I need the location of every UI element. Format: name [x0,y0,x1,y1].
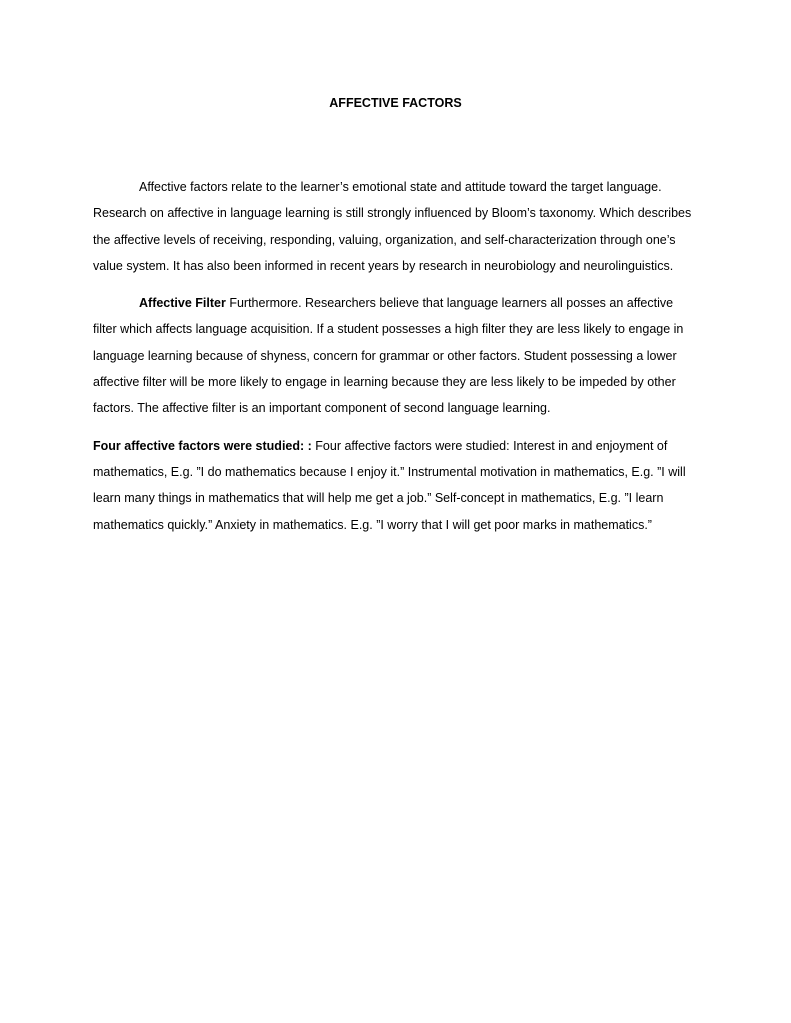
paragraph-lead: Affective Filter [139,296,226,311]
document-title: AFFECTIVE FACTORS [329,96,462,110]
paragraph-lead: Four affective factors were studied: : [93,438,312,453]
paragraph-text: Four affective factors were studied: Interest in and enjoyment of mathematics, E.g. ”I do mathematics because I enjoy it.” Instrumental motivation in mathematics, E.g. ”I will learn many things in mathematics that will help me get a job.” Self-concept in mathematics, E.g. ”I learn mathematics quickly.” Anxiety in mathematics. E.g. ”I worry that I will get poor marks in mathematics.” [93,438,686,532]
paragraph-four-factors [93,433,700,538]
paragraph-affective-filter [93,290,700,421]
document-body [93,174,700,549]
paragraph-affective-factors [93,174,700,279]
paragraph-text: Affective factors relate to the learner’s emotional state and attitude toward the target language. Research on affective in language learning is still strongly influenced by Bloom’s taxonomy. Which describes the affective levels of receiving, responding, valuing, organization, and self-characterization through one’s value system. It has also been informed in recent years by research in neurobiology and neurolinguistics. [93,180,692,273]
paragraph-text: Furthermore. Researchers believe that language learners all posses an affective filter which affects language acquisition. If a student possesses a high filter they are less likely to engage in language learning because of shyness, concern for grammar or other factors. Student possessing a lower affective filter will be more likely to engage in learning because they are less likely to be impeded by other factors. The affective filter is an important component of second language learning. [93,296,684,416]
